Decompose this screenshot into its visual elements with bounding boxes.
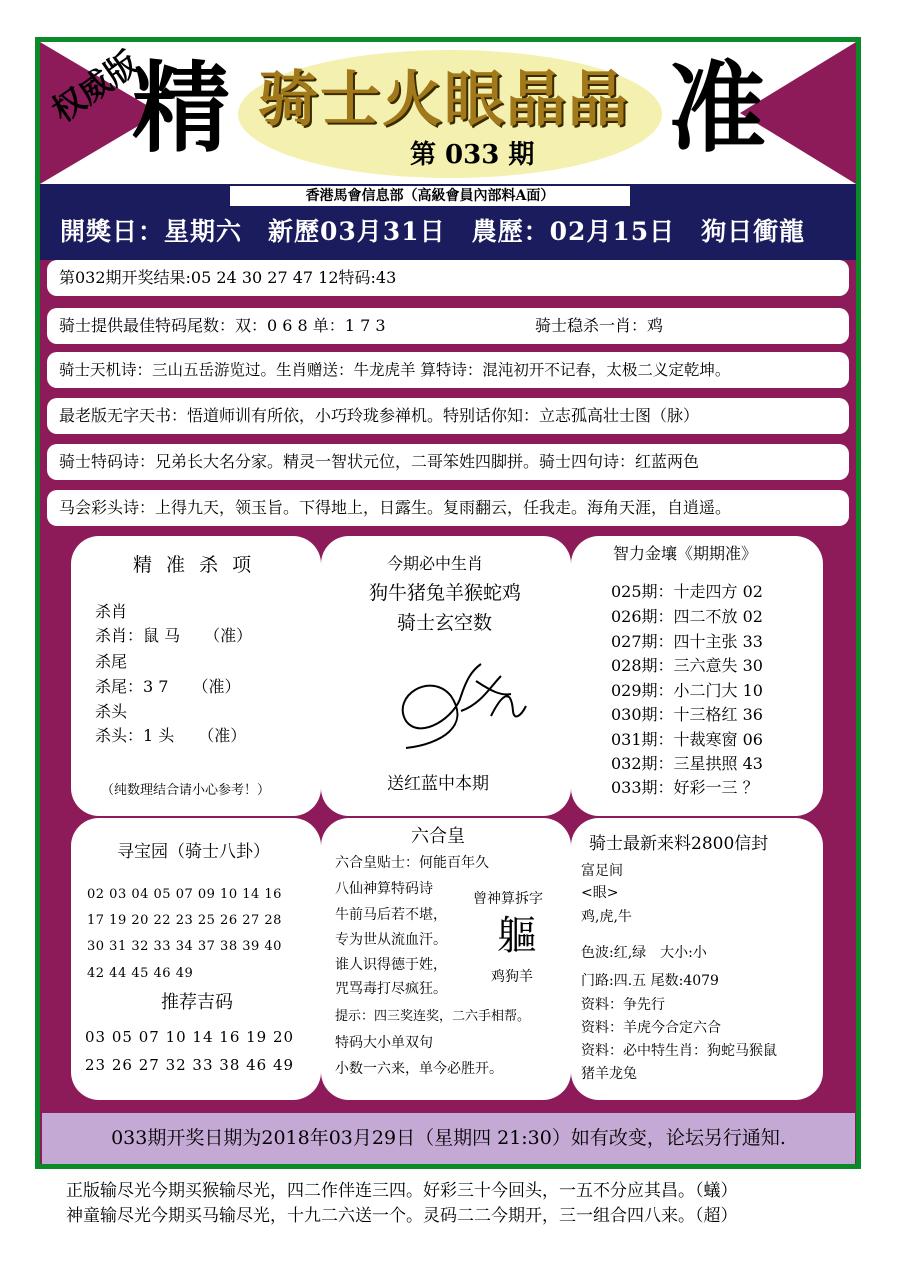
liuhe-title: 六合皇 xyxy=(411,826,465,847)
version-tag: 权威版 xyxy=(44,43,146,130)
latest-line: 资料：争先行 xyxy=(581,997,665,1013)
poem-row: 骑士天机诗：三山五岳游览过。生肖赠送：牛龙虎羊 算特诗：混沌初开不记春，太极二义定乾坤。 xyxy=(47,352,849,388)
liuhe-line: 牛前马后若不堪， xyxy=(335,907,447,923)
liuhe-box xyxy=(321,818,571,1100)
kill-line: 杀肖：鼠 马 （准） xyxy=(95,626,253,645)
zodiac-subtitle: 骑士玄空数 xyxy=(397,612,493,634)
treasure-numbers: 42 44 45 46 49 xyxy=(87,966,194,981)
kill-line: 杀头：1 头 （准） xyxy=(95,726,247,745)
split-answer: 鸡狗羊 xyxy=(491,969,533,985)
latest-box xyxy=(571,818,823,1100)
right-big-char: 准 xyxy=(668,51,767,166)
issue-number: 第 033 期 xyxy=(410,140,535,170)
zodiac-box xyxy=(321,536,571,816)
liuhe-line: 六合皇贴士：何能百年久 xyxy=(335,855,489,871)
zodiac-footer: 送红蓝中本期 xyxy=(387,774,489,794)
liuhe-line: 专为世从流血汗。 xyxy=(335,932,447,948)
kill-line: 杀头 xyxy=(95,702,128,721)
tail-row xyxy=(47,308,849,344)
kill-title: 精 准 杀 项 xyxy=(133,554,256,576)
liuhe-line: 咒骂毒打尽疯狂。 xyxy=(335,981,447,997)
latest-line: 资料：羊虎今合定六合 xyxy=(581,1020,721,1036)
kill-box xyxy=(71,536,321,816)
treasure-numbers: 17 19 20 22 23 25 26 27 28 xyxy=(87,913,282,928)
wisdom-entry: 031期：十裁寒窗 06 xyxy=(611,730,763,749)
liuhe-line: 小数一六来，单今必胜开。 xyxy=(335,1061,503,1077)
latest-line: 猪羊龙兔 xyxy=(581,1066,637,1082)
wisdom-entry: 026期：四二不放 02 xyxy=(611,607,763,626)
treasure-numbers: 30 31 32 33 34 37 38 39 40 xyxy=(87,939,282,954)
book-row: 最老版无字天书：悟道师训有所依，小巧玲珑参禅机。特别话你知：立志孤高壮士图（脉） xyxy=(47,398,849,434)
bottom-line: 正版输尽光今期买猴输尽光，四二作伴连三四。好彩三十今回头，一五不分应其昌。（蟻） xyxy=(66,1181,738,1201)
header xyxy=(40,42,856,184)
treasure-title: 寻宝园（骑士八卦） xyxy=(117,842,270,862)
tail-right: 骑士稳杀一肖：鸡 xyxy=(535,316,664,335)
subtitle: 香港馬會信息部（高級會員內部料A面） xyxy=(230,186,630,206)
wisdom-entry: 027期：四十主张 33 xyxy=(611,632,763,651)
zodiac-animals: 狗牛猪兔羊猴蛇鸡 xyxy=(369,582,522,604)
latest-line: 鸡,虎,牛 xyxy=(581,909,632,925)
split-title: 曾神算拆字 xyxy=(473,891,543,907)
treasure-box xyxy=(71,818,321,1100)
zodiac-title: 今期必中生肖 xyxy=(387,554,484,573)
latest-line: 富足间 xyxy=(581,863,623,879)
wisdom-entry: 029期：小二门大 10 xyxy=(611,681,763,700)
result-row: 第032期开奖结果:05 24 30 27 47 12特码:43 xyxy=(47,260,849,296)
split-char: 軀 xyxy=(497,913,537,959)
recommended-numbers: 03 05 07 10 14 16 19 20 xyxy=(85,1028,295,1046)
kill-line: 杀肖 xyxy=(95,602,128,621)
latest-line: 资料：必中特生肖：狗蛇马猴鼠 xyxy=(581,1043,777,1059)
wisdom-title: 智力金壤《期期准》 xyxy=(613,544,758,563)
latest-line: <眼> xyxy=(581,885,619,901)
draw-date-notice: 033期开奖日期为2018年03月29日（星期四 21:30）如有改变，论坛另行通知. xyxy=(42,1113,855,1164)
wisdom-entry: 028期：三六意失 30 xyxy=(611,656,763,675)
kill-line: 杀尾：3 7 （准） xyxy=(95,677,241,696)
kill-line: 杀尾 xyxy=(95,652,128,671)
treasure-numbers: 02 03 04 05 07 09 10 14 16 xyxy=(87,887,282,902)
tail-left: 骑士提供最佳特码尾数：双：0 6 8 单：1 7 3 xyxy=(59,316,386,335)
page-title: 骑士火眼晶晶 xyxy=(258,65,630,135)
kill-note: （纯数理结合请小心参考！） xyxy=(101,783,271,798)
latest-line: 门路:四.五 尾数:4079 xyxy=(581,973,719,989)
wisdom-box xyxy=(571,536,823,816)
latest-line: 色波:红,绿 大小:小 xyxy=(581,945,707,961)
wisdom-entry: 030期：十三格红 36 xyxy=(611,705,763,724)
bottom-line: 神童输尽光今期买马输尽光，十九二六送一个。灵码二二今期开，三一组合四八来。（超） xyxy=(66,1206,738,1226)
left-big-char: 精 xyxy=(132,51,231,166)
recommended-title: 推荐吉码 xyxy=(161,992,233,1013)
handwritten-scribble xyxy=(361,656,541,756)
draw-date-line: 開獎日：星期六 新歷03月31日 農歷：02月15日 狗日衝龍 xyxy=(60,217,806,246)
liuhe-line: 八仙神算特码诗 xyxy=(335,881,433,897)
wisdom-entry: 033期：好彩一三 ？ xyxy=(611,778,759,797)
wisdom-entry: 032期：三星拱照 43 xyxy=(611,754,763,773)
latest-title: 骑士最新来料2800信封 xyxy=(589,834,769,854)
liuhe-line: 提示：四三奖连奖，二六手相帮。 xyxy=(335,1009,531,1024)
horse-row: 马会彩头诗：上得九天，领玉旨。下得地上，日露生。复雨翻云，任我走。海角天涯，自逍遥。 xyxy=(47,490,849,526)
special-row: 骑士特码诗：兄弟长大名分家。精灵一智状元位，二哥笨姓四脚拼。骑士四句诗：红蓝两色 xyxy=(47,444,849,480)
liuhe-line: 特码大小单双句 xyxy=(335,1035,433,1051)
liuhe-line: 谁人识得德于姓， xyxy=(335,957,447,973)
wisdom-entry: 025期：十走四方 02 xyxy=(611,582,763,601)
recommended-numbers: 23 26 27 32 33 38 46 49 xyxy=(85,1056,295,1074)
